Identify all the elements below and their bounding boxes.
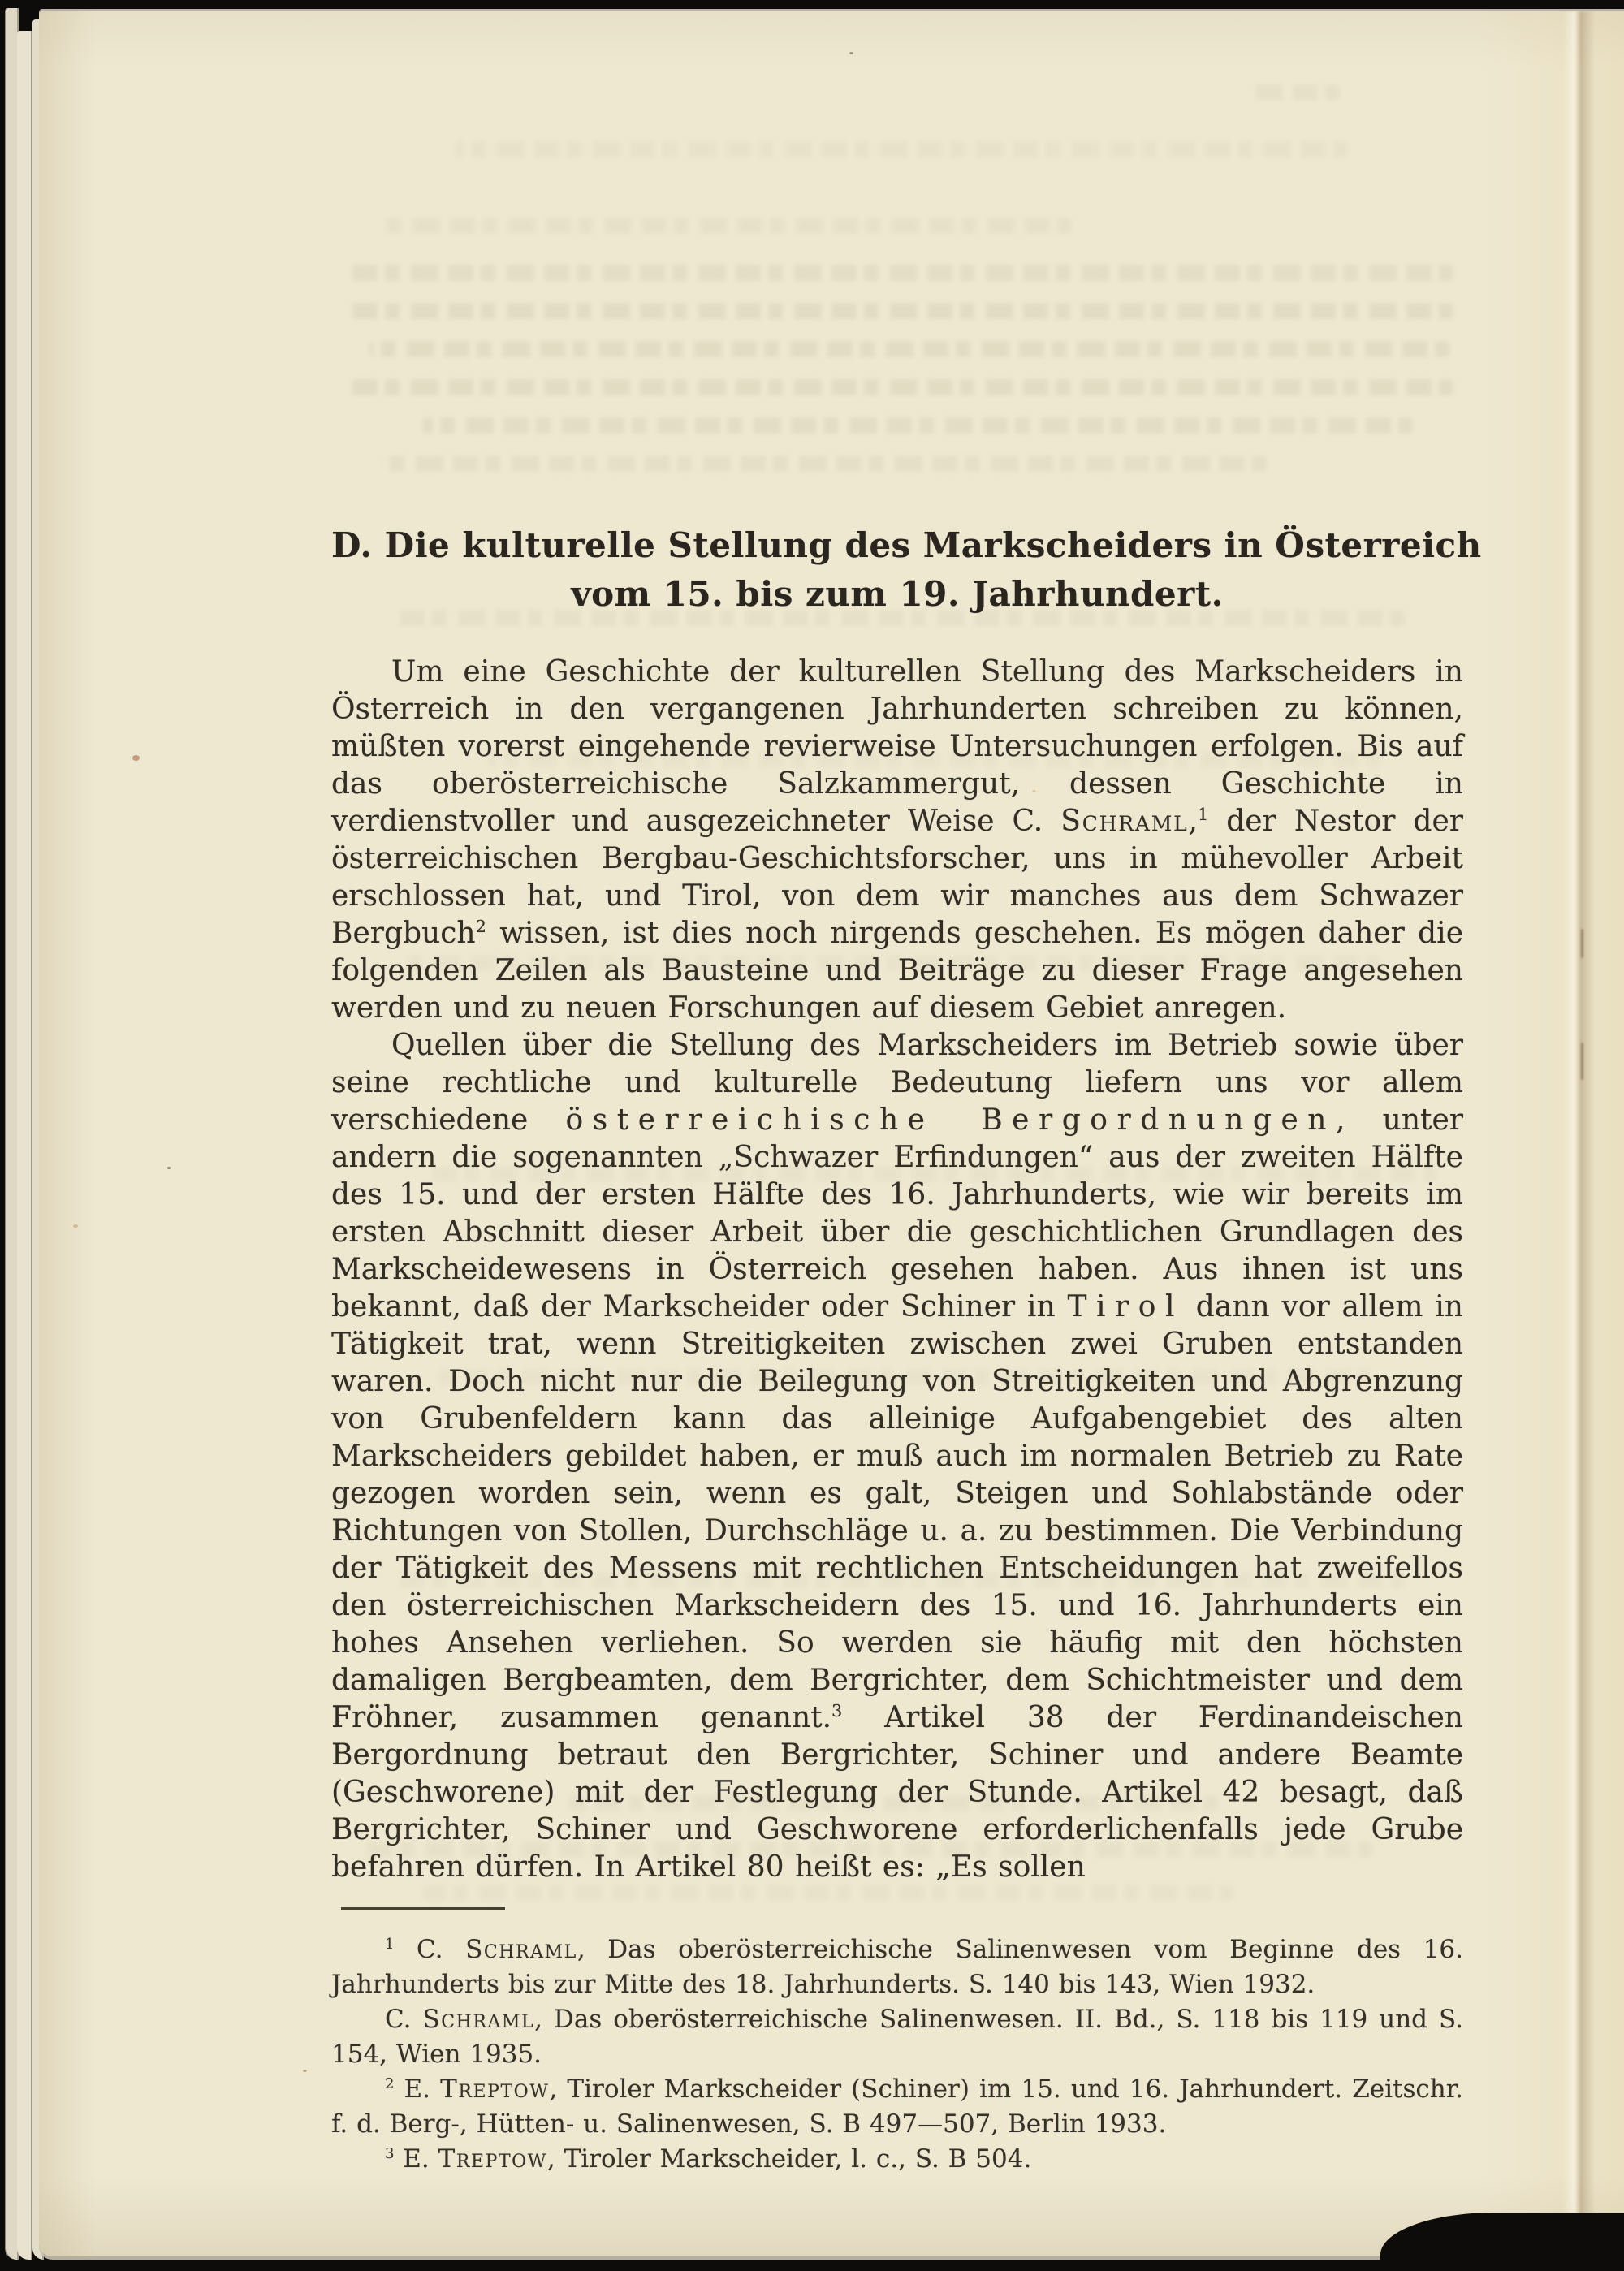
bleed-through-line — [455, 141, 1348, 158]
text-segment: E. — [394, 2144, 438, 2174]
page-corner-shadow — [1380, 2213, 1624, 2271]
paragraph — [331, 654, 1463, 1027]
section-heading — [331, 524, 1482, 616]
gutter-mark — [1581, 1043, 1583, 1080]
text-segment: , Das oberösterreichische Salinenwesen. II. Bd., S. 118 bis 119 und S. 154, Wien 1935. — [331, 2005, 1463, 2069]
text-segment: österreichische Bergordnungen — [565, 1103, 1336, 1137]
gutter-mark — [1581, 929, 1583, 958]
text-segment: , Tiroler Markscheider (Schiner) im 15. und 16. Jahrhundert. Zeitschr. f. d. Berg-, Hütten- u. Salinenwesen, S. B 497—507, Berlin 1933. — [331, 2075, 1463, 2139]
footnote-marker: 3 — [385, 2144, 395, 2162]
text-segment: Tirol — [1067, 1290, 1184, 1323]
footnotes — [331, 1932, 1463, 2177]
text-segment: Um eine Geschichte der kulturellen Stellung des Markscheiders in Österreich in den vergangenen Jahrhunderten schreiben zu können, müßten vorerst eingehende revierweise Untersuchungen erfolgen. Bis auf das oberösterreichische Salzkammergut, dessen Geschichte in verdienstvoller und ausgezeichneter Weise C. — [331, 655, 1463, 838]
bleed-through-line — [349, 303, 1453, 319]
paragraph — [331, 1027, 1463, 1886]
footnote — [331, 1932, 1463, 2002]
page-content — [331, 524, 1482, 2177]
text-segment: C. — [394, 1935, 466, 1964]
text-segment: C. — [385, 2005, 423, 2034]
text-segment: Artikel 38 der Ferdinandeischen Bergordnung betraut den Bergrichter, Schiner und andere Beamte (Geschworene) mit der Festlegung der Stunde. Artikel 42 besagt, daß Bergrichter, Schiner und Geschworene erforderlichenfalls jede Grube befahren dürfen. In Artikel 80 heißt es: „Es sollen — [331, 1701, 1463, 1884]
gutter-crease — [1562, 11, 1595, 2256]
paper-speck — [132, 755, 140, 761]
footnote-marker: 2 — [475, 917, 486, 937]
footnote-marker: 1 — [1197, 805, 1209, 825]
bleed-through-line — [349, 379, 1453, 395]
footnote-marker: 2 — [385, 2075, 395, 2092]
footnote-separator — [341, 1907, 505, 1910]
text-segment: E. — [394, 2075, 441, 2104]
text-segment: , Tiroler Markscheider, l. c., S. B 504. — [546, 2144, 1032, 2174]
text-segment: Schraml — [1060, 805, 1189, 838]
paper-speck — [849, 52, 853, 54]
text-segment: , — [1188, 805, 1198, 838]
section-heading-line1: D. Die kulturelle Stellung des Markscheiders in Österreich — [331, 525, 1482, 565]
paper-speck — [73, 1224, 78, 1228]
footnote-marker: 3 — [831, 1701, 843, 1721]
footnote — [331, 2002, 1463, 2072]
paper-speck — [303, 2070, 307, 2072]
text-segment: Schraml — [422, 2005, 535, 2034]
text-segment: Quellen über die Stellung des Markscheiders im Betrieb sowie über seine rechtliche und kulturelle Bedeutung liefern uns vor allem verschiedene — [331, 1029, 1463, 1137]
text-segment: , Das oberösterreichische Salinenwesen vom Beginne des 16. Jahrhunderts bis zur Mitte des 18. Jahrhunderts. S. 140 bis 143, Wien 1932. — [331, 1935, 1463, 1999]
bleed-through-line — [1250, 84, 1340, 101]
bleed-through-line — [349, 265, 1453, 281]
page-edge — [17, 31, 32, 2260]
text-segment: Schraml — [465, 1935, 577, 1964]
bleed-through-line — [422, 417, 1413, 434]
bleed-through-line — [369, 341, 1449, 357]
section-heading-line2: vom 15. bis zum 19. Jahrhundert. — [571, 574, 1224, 614]
bleed-through-line — [382, 455, 1267, 472]
footnote — [331, 2142, 1463, 2177]
footnote — [331, 2072, 1463, 2142]
text-segment: , unter andern die sogenannten „Schwazer Erfindungen“ aus der zweiten Hälfte des 15. und der ersten Hälfte des 16. Jahrhunderts, wie wir bereits im ersten Abschnitt dieser Arbeit über die geschichtlichen Grundlagen des Markscheidewesens in Österreich gesehen haben. Aus ihnen ist uns bekannt, daß der Markscheider oder Schiner in — [331, 1103, 1463, 1323]
text-segment: Treptow — [440, 2075, 550, 2104]
text-segment: der Nestor der österreichischen Bergbau-Geschichtsforscher, uns in mühevoller Arbeit erschlossen hat, und Tirol, von dem wir manches aus dem Schwazer Bergbuch — [331, 805, 1463, 950]
footnote-marker: 1 — [385, 1935, 395, 1953]
text-segment: dann vor allem in Tätigkeit trat, wenn Streitigkeiten zwischen zwei Gruben entstanden waren. Doch nicht nur die Beilegung von Streitigkeiten und Abgrenzung von Grubenfeldern kann das alleinige Aufgabengebiet des alten Markscheiders gebildet haben, er muß auch im normalen Betrieb zu Rate gezogen worden sein, wenn es galt, Steigen und Sohlabstände oder Richtungen von Stollen, Durchschläge u. a. zu bestimmen. Die Verbindung der Tätigkeit des Messens mit rechtlichen Entscheidungen hat zweifellos den österreichischen Markscheidern des 15. und 16. Jahrhunderts ein hohes Ansehen verliehen. So werden sie häufig mit den höchsten damaligen Bergbeamten, dem Bergrichter, dem Schichtmeister und dem Fröhner, zusammen genannt. — [331, 1290, 1463, 1734]
bleed-through-line — [382, 218, 1072, 234]
text-segment: wissen, ist dies noch nirgends geschehen. Es mögen daher die folgenden Zeilen als Bausteine und Beiträge zu dieser Frage angesehen werden und zu neuen Forschungen auf diesem Gebiet anregen. — [331, 917, 1463, 1025]
paper-speck — [167, 1167, 171, 1169]
text-segment: Treptow — [438, 2144, 547, 2174]
